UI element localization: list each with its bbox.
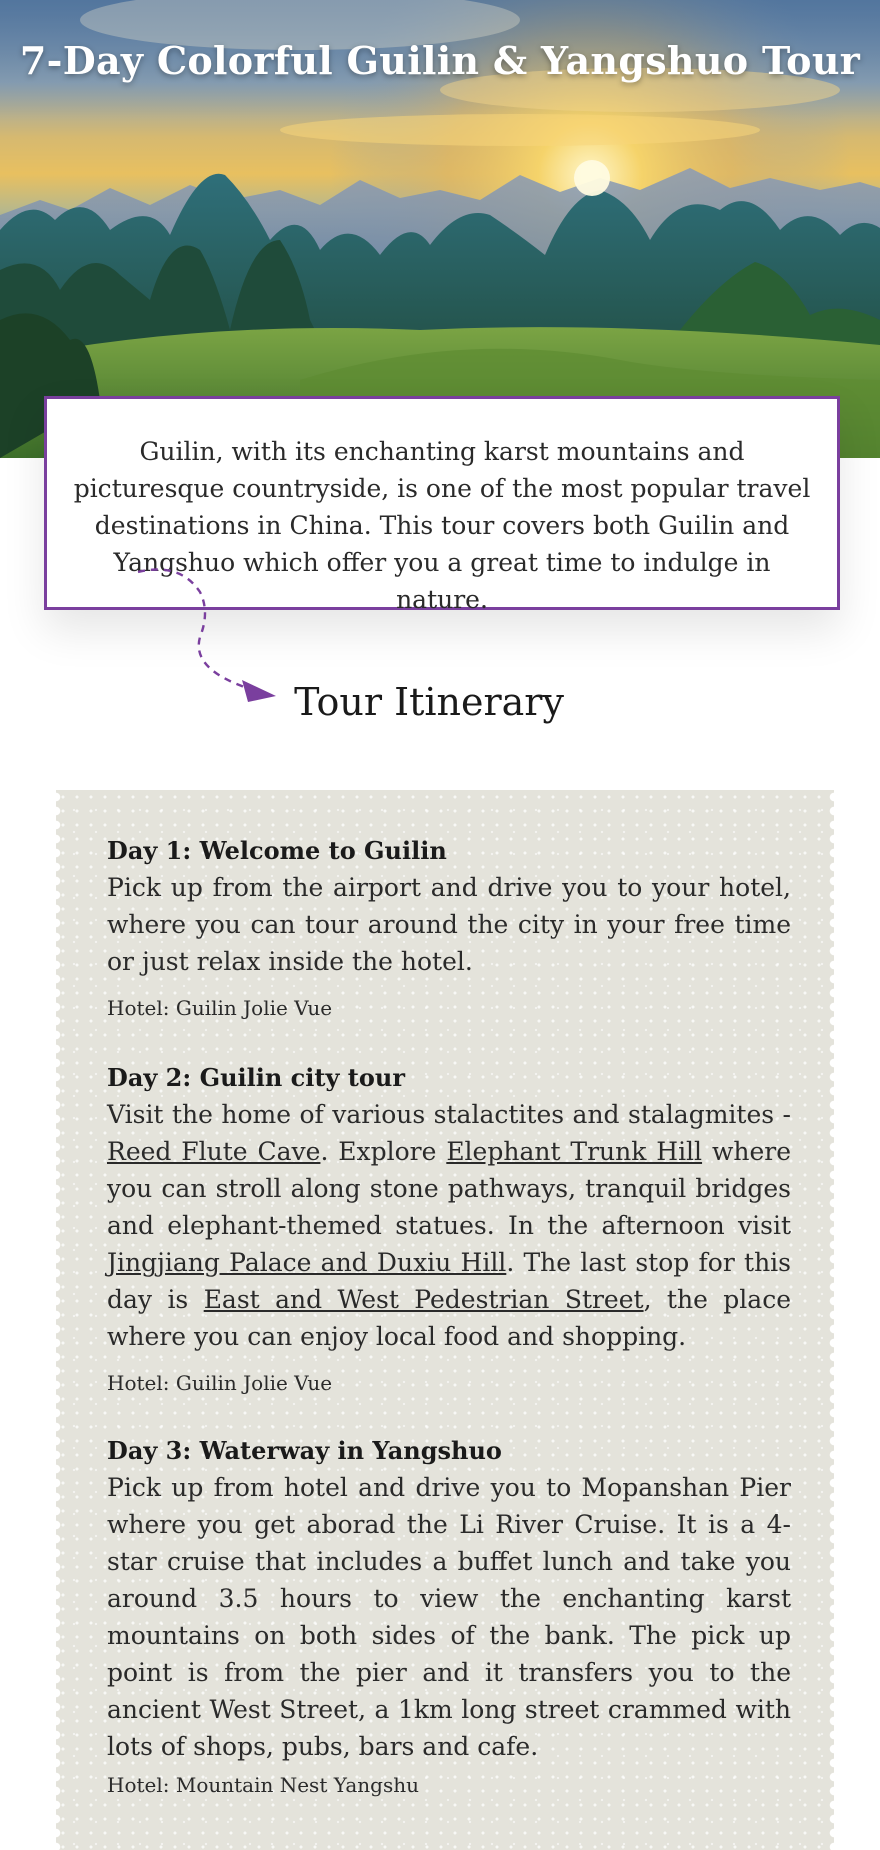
day-title: Day 1: Welcome to Guilin — [107, 836, 447, 865]
pedestrian-street-link[interactable]: East and West Pedestrian Street — [203, 1285, 644, 1314]
text-segment: where you can stroll along stone pathways, tranquil bridges and elephant-themed statues. In the afternoon visit — [107, 1137, 791, 1240]
text-segment: . The last stop for this day is — [107, 1248, 792, 1314]
hotel-label: Hotel: Guilin Jolie Vue — [107, 1371, 333, 1395]
day-1 — [107, 832, 791, 1022]
jingjiang-palace-link[interactable]: Jingjiang Palace and Duxiu Hill — [107, 1248, 507, 1277]
hotel-label: Hotel: Guilin Jolie Vue — [107, 996, 333, 1020]
day-title: Day 3: Waterway in Yangshuo — [107, 1436, 502, 1465]
hero-banner — [0, 0, 880, 458]
text-segment: , the place where you can enjoy local food and shopping. — [107, 1285, 791, 1351]
itinerary-panel — [56, 790, 834, 1850]
hotel-label: Hotel: Mountain Nest Yangshu — [107, 1773, 420, 1797]
section-title: Tour Itinerary — [294, 680, 564, 724]
day-description: Pick up from hotel and drive you to Mopanshan Pier where you get aborad the Li River Cruise. It is a 4-star cruise that includes a buffet lunch and take you around 3.5 hours to view the enchanting karst mountains on both sides of the bank. The pick up point is from the pier and it transfers you to the ancient West Street, a 1km long street crammed with lots of shops, pubs, bars and cafe. — [107, 1473, 791, 1761]
page-title: 7-Day Colorful Guilin & Yangshuo Tour — [19, 38, 861, 83]
elephant-trunk-hill-link[interactable]: Elephant Trunk Hill — [446, 1137, 703, 1166]
day-3 — [107, 1432, 791, 1799]
reed-flute-cave-link[interactable]: Reed Flute Cave — [107, 1137, 321, 1166]
text-segment: Visit the home of various stalactites and stalagmites - — [107, 1100, 791, 1129]
intro-text: Guilin, with its enchanting karst mountains and picturesque countryside, is one of the most popular travel destinations in China. This tour covers both Guilin and Yangshuo which offer you a great time to indulge in nature. — [73, 437, 811, 614]
day-description — [107, 1096, 791, 1355]
day-2 — [107, 1059, 791, 1397]
day-title: Day 2: Guilin city tour — [107, 1063, 405, 1092]
text-segment: . Explore — [320, 1137, 447, 1166]
day-description: Pick up from the airport and drive you to your hotel, where you can tour around the city in your free time or just relax inside the hotel. — [107, 873, 791, 976]
